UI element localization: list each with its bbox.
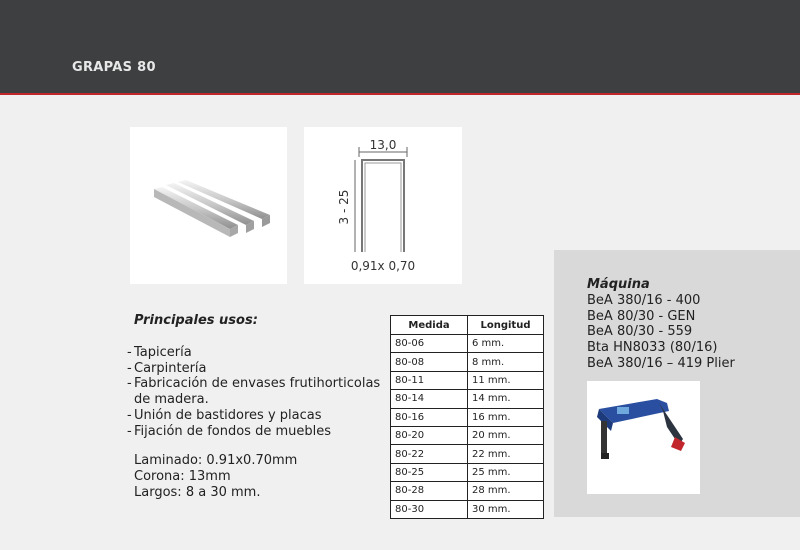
table-row: [391, 408, 544, 426]
leg-length-label: 3 - 25: [337, 189, 351, 225]
list-item: - Tapicería: [127, 345, 387, 361]
cell-longitud: 20 mm.: [468, 426, 544, 444]
table-row: [391, 482, 544, 500]
cell-medida: 80-30: [391, 500, 468, 518]
stapler-tool-illustration: [587, 381, 700, 494]
table-row: [391, 371, 544, 389]
staples-illustration: [130, 127, 287, 284]
list-item: BeA 80/30 - GEN: [587, 308, 696, 324]
cell-longitud: 28 mm.: [468, 482, 544, 500]
wire-section-label: 0,91x 0,70: [350, 259, 416, 273]
table-row: [391, 335, 544, 353]
machine-panel: [554, 250, 800, 517]
cell-longitud: 8 mm.: [468, 353, 544, 371]
cell-medida: 80-16: [391, 408, 468, 426]
table-row: [391, 390, 544, 408]
cell-medida: 80-06: [391, 335, 468, 353]
spec-corona: Corona: 13mm: [134, 469, 231, 484]
cell-medida: 80-25: [391, 463, 468, 481]
uses-title: Principales usos:: [134, 313, 258, 328]
cell-longitud: 6 mm.: [468, 335, 544, 353]
list-item: - Unión de bastidores y placas: [127, 408, 387, 424]
table-row: [391, 445, 544, 463]
stapler-tool-image: [587, 381, 700, 494]
column-header-medida: Medida: [391, 316, 468, 335]
list-item: BeA 80/30 - 559: [587, 324, 693, 340]
cell-medida: 80-08: [391, 353, 468, 371]
list-item: - Carpintería: [127, 361, 387, 377]
specs-block: [134, 453, 297, 501]
sizes-table: [390, 315, 544, 519]
list-item: - Fabricación de envases frutihorticolas de madera.: [127, 376, 387, 407]
list-item: - Fijación de fondos de muebles: [127, 424, 387, 440]
list-item: BeA 380/16 – 419 Plier: [587, 355, 735, 371]
cell-longitud: 16 mm.: [468, 408, 544, 426]
cell-longitud: 25 mm.: [468, 463, 544, 481]
table-row: [391, 426, 544, 444]
table-row: [391, 463, 544, 481]
staples-product-image: [130, 127, 287, 284]
table-row: [391, 353, 544, 371]
table-row: [391, 500, 544, 518]
cell-longitud: 30 mm.: [468, 500, 544, 518]
cell-medida: 80-20: [391, 426, 468, 444]
cell-longitud: 14 mm.: [468, 390, 544, 408]
machine-list: [587, 293, 735, 372]
page-header: [0, 0, 800, 95]
cell-medida: 80-22: [391, 445, 468, 463]
cell-medida: 80-11: [391, 371, 468, 389]
crown-width-label: 13,0: [369, 138, 397, 152]
list-item: BeA 380/16 - 400: [587, 293, 701, 308]
staple-dimension-drawing: [304, 127, 462, 284]
uses-list: [127, 345, 387, 439]
page-title: GRAPAS 80: [72, 60, 156, 75]
cell-longitud: 11 mm.: [468, 371, 544, 389]
machine-title: Máquina: [587, 277, 650, 292]
staple-dimension-diagram: [304, 127, 462, 284]
table-header-row: [391, 316, 544, 335]
list-item: Bta HN8033 (80/16): [587, 340, 718, 356]
spec-laminado: Laminado: 0.91x0.70mm: [134, 453, 298, 468]
column-header-longitud: Longitud: [468, 316, 544, 335]
cell-longitud: 22 mm.: [468, 445, 544, 463]
spec-largos: Largos: 8 a 30 mm.: [134, 485, 261, 500]
staple-outline-outer: [362, 160, 404, 252]
staple-outline-inner: [365, 163, 401, 252]
cell-medida: 80-14: [391, 390, 468, 408]
cell-medida: 80-28: [391, 482, 468, 500]
